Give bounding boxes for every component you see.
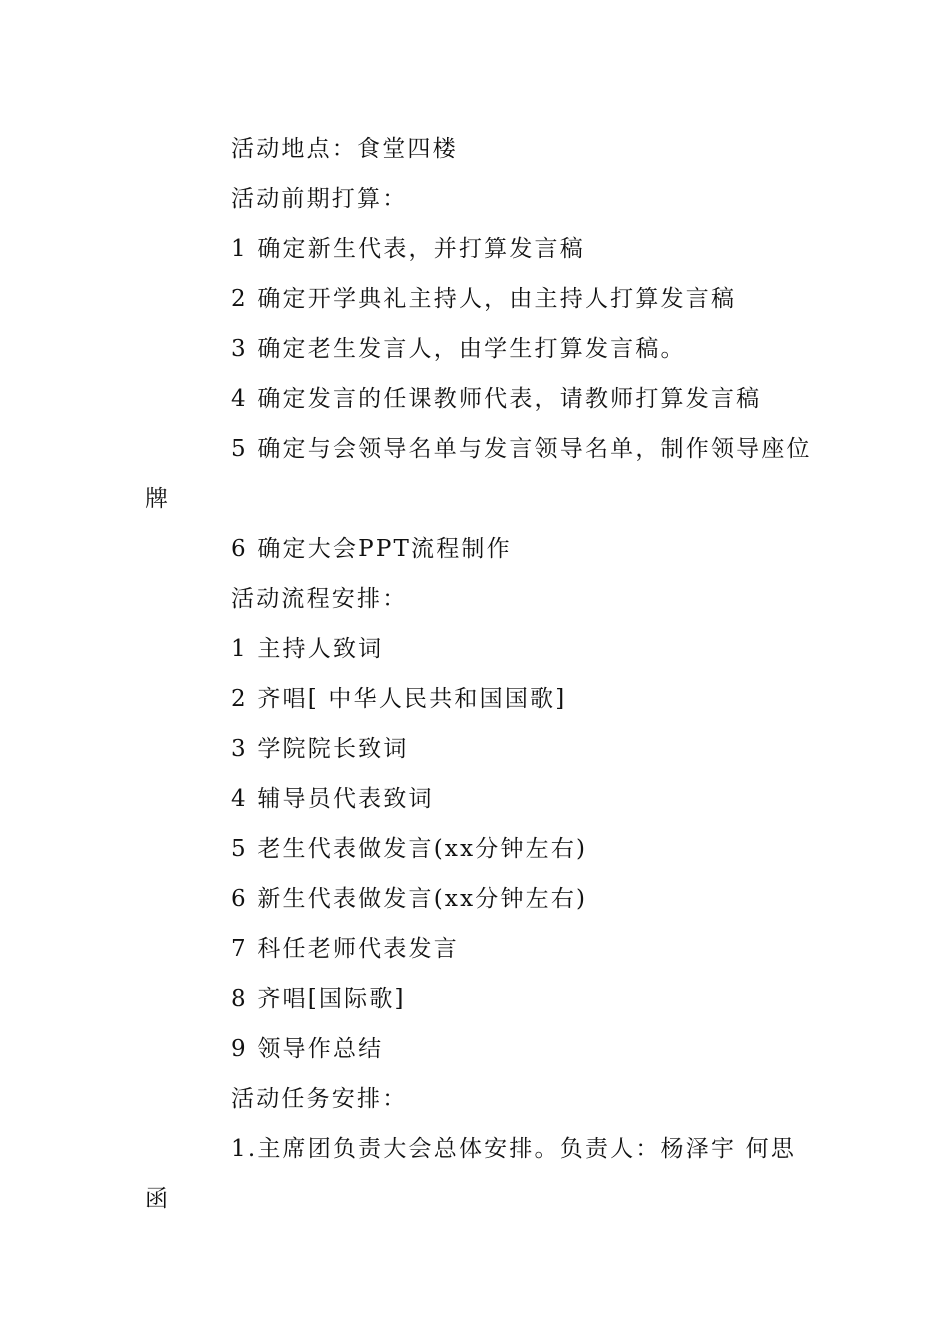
process-item-1: 1 主持人致词 (231, 636, 384, 662)
task-item-1: 1.主席团负责大会总体安排。负责人：杨泽宇 何思 (231, 1136, 797, 1162)
process-item-5: 5 老生代表做发言(xx分钟左右) (231, 836, 588, 862)
activity-location-line: 活动地点：食堂四楼 (231, 136, 458, 162)
process-heading: 活动流程安排： (231, 586, 408, 612)
preparation-item-5-continuation: 牌 (145, 486, 171, 512)
task-item-1-continuation: 函 (145, 1186, 171, 1212)
process-item-2: 2 齐唱[ 中华人民共和国国歌] (231, 686, 567, 712)
preparation-item-4: 4 确定发言的任课教师代表，请教师打算发言稿 (231, 386, 762, 412)
process-item-8: 8 齐唱[国际歌] (231, 986, 406, 1012)
task-heading: 活动任务安排： (231, 1086, 408, 1112)
process-item-4: 4 辅导员代表致词 (231, 786, 434, 812)
preparation-heading: 活动前期打算： (231, 186, 408, 212)
preparation-item-5: 5 确定与会领导名单与发言领导名单，制作领导座位 (231, 436, 812, 462)
process-item-7: 7 科任老师代表发言 (231, 936, 459, 962)
preparation-item-3: 3 确定老生发言人，由学生打算发言稿。 (231, 336, 686, 362)
preparation-item-1: 1 确定新生代表，并打算发言稿 (231, 236, 585, 262)
preparation-item-2: 2 确定开学典礼主持人，由主持人打算发言稿 (231, 286, 737, 312)
preparation-item-6: 6 确定大会PPT流程制作 (231, 536, 512, 562)
process-item-3: 3 学院院长致词 (231, 736, 409, 762)
document-body (145, 124, 810, 1224)
process-item-6: 6 新生代表做发言(xx分钟左右) (231, 886, 588, 912)
process-item-9: 9 领导作总结 (231, 1036, 384, 1062)
